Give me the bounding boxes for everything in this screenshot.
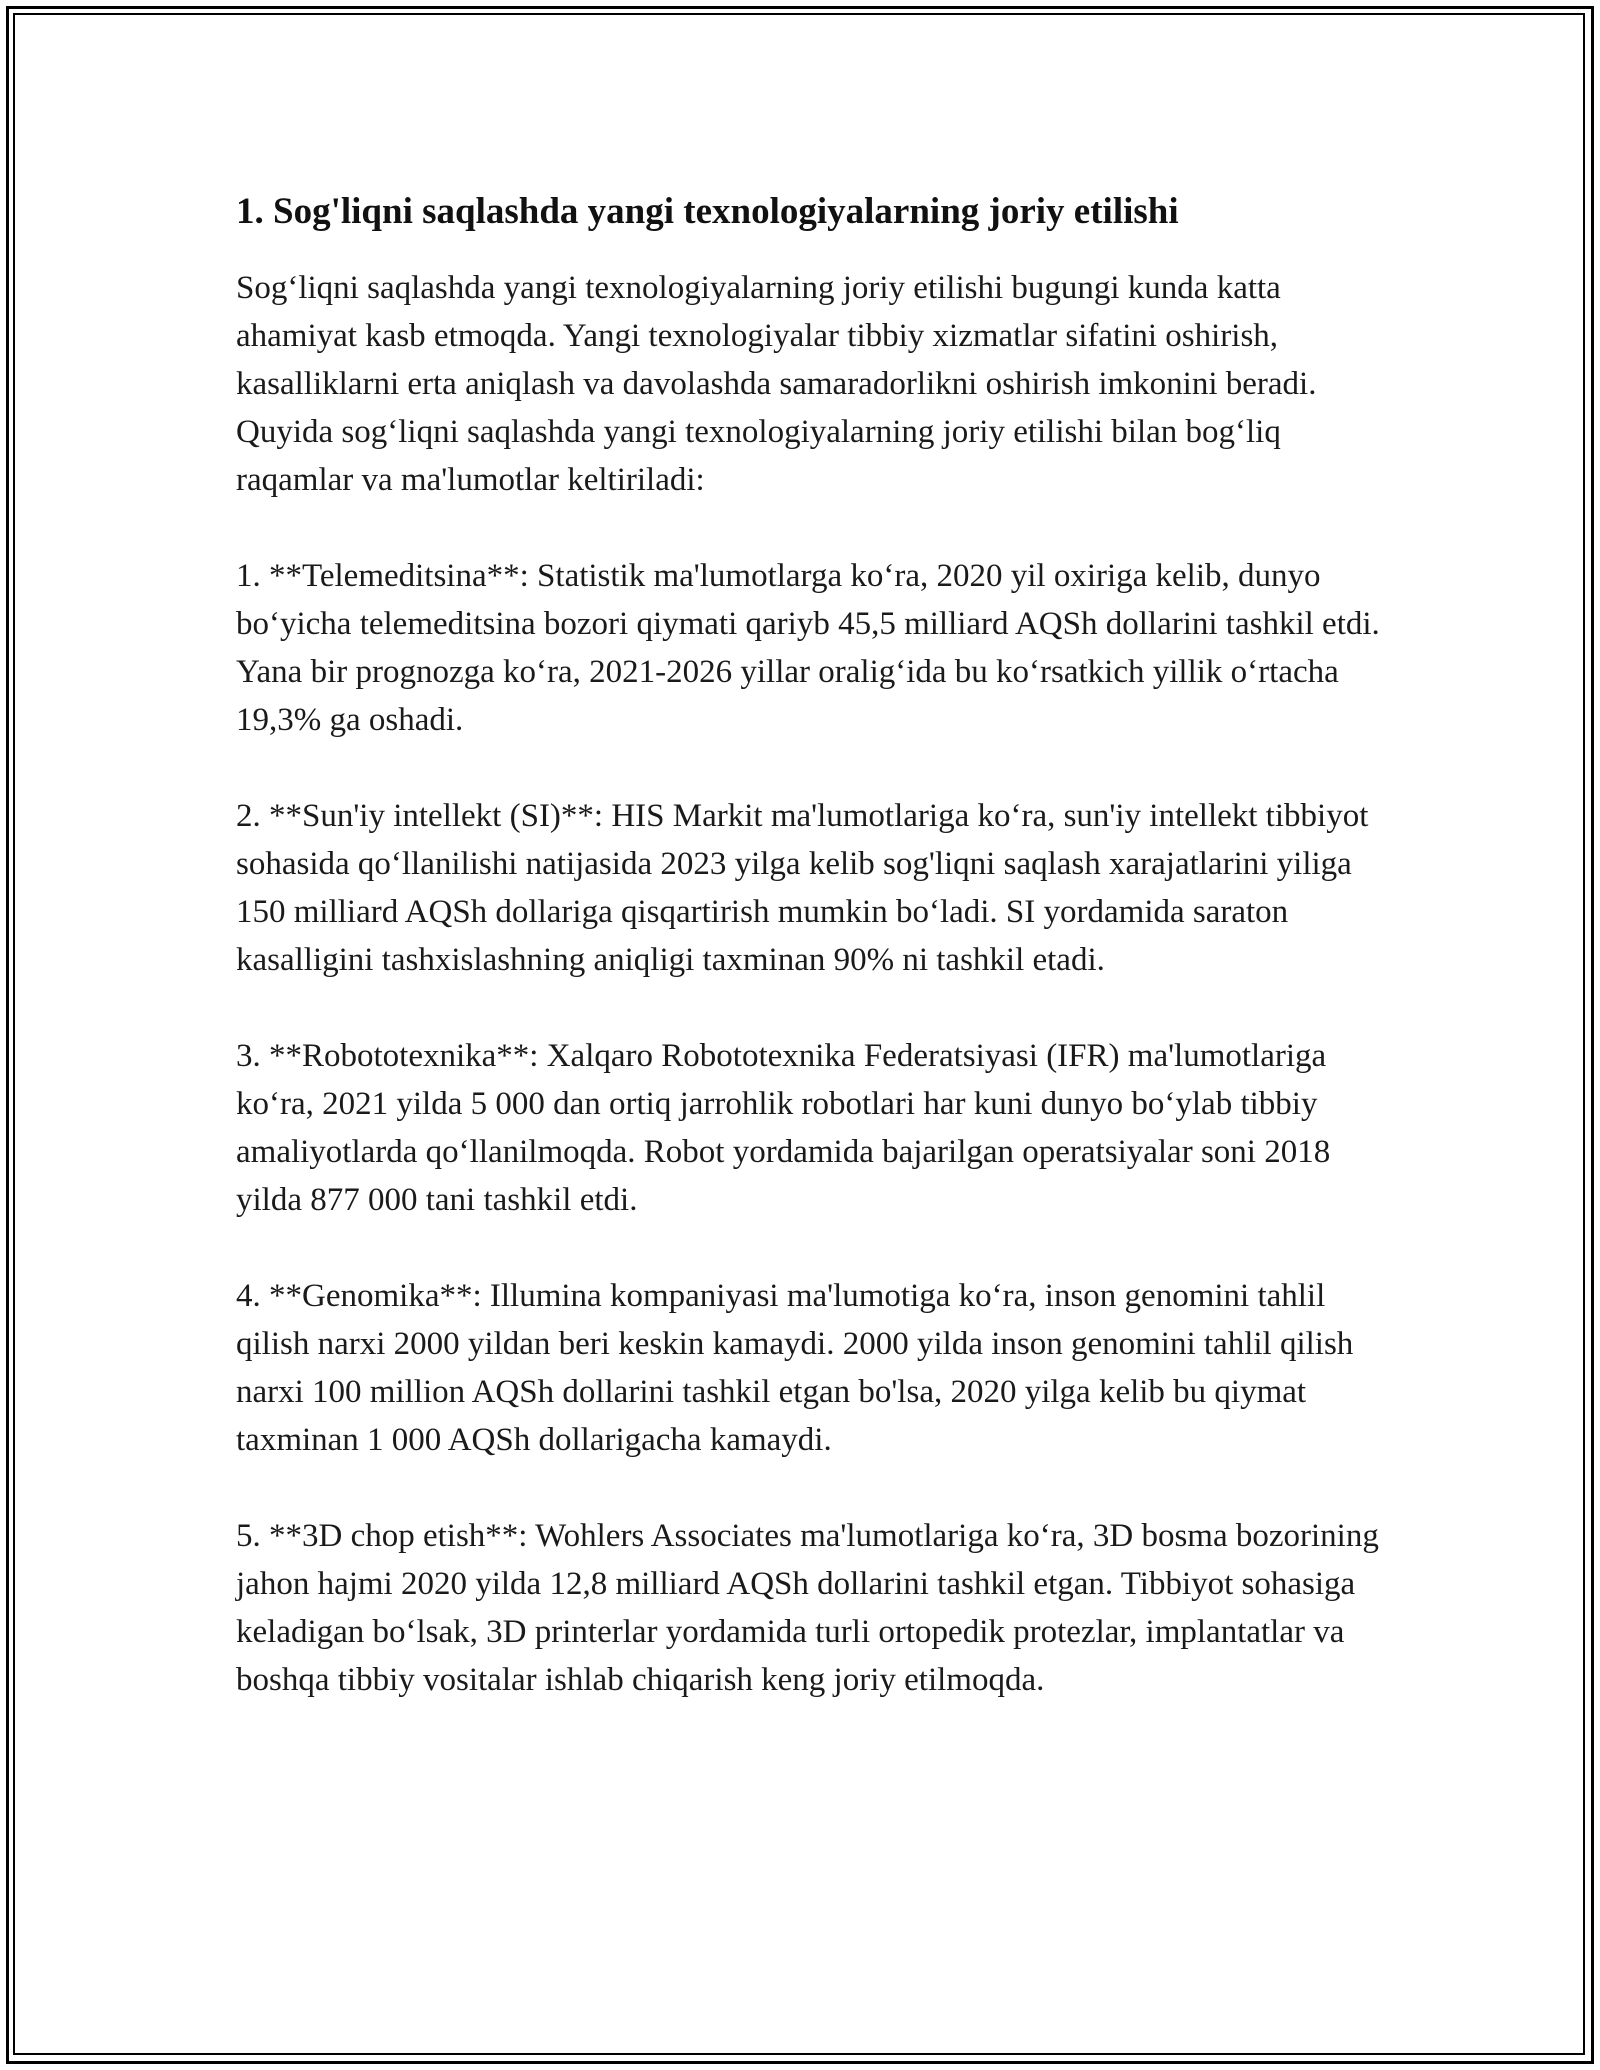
- list-item-robotics: 3. **Robototexnika**: Xalqaro Robototexnika Federatsiyasi (IFR) ma'lumotlariga ko‘ra, 2021 yilda 5 000 dan ortiq jarrohlik robotlari har kuni dunyo bo‘ylab tibbiy amaliyotlarda qo‘llanilmoqda. Robot yordamida bajarilgan operatsiyalar soni 2018 yilda 877 000 tani tashkil etdi.: [236, 1038, 1331, 1218]
- intro-paragraph: Sog‘liqni saqlashda yangi texnologiyalarning joriy etilishi bugungi kunda katta ahamiyat kasb etmoqda. Yangi texnologiyalar tibbiy xizmatlar sifatini oshirish, kasalliklarni erta aniqlash va davolashda samaradorlikni oshirish imkonini beradi. Quyida sog‘liqni saqlashda yangi texnologiyalarning joriy etilishi bilan bog‘liq raqamlar va ma'lumotlar keltiriladi:: [236, 270, 1317, 498]
- document-body: [236, 180, 1396, 1752]
- list-item-artificial-intelligence: 2. **Sun'iy intellekt (SI)**: HIS Markit ma'lumotlariga ko‘ra, sun'iy intellekt tibbiyot sohasida qo‘llanilishi natijasida 2023 yilga kelib sog'liqni saqlash xarajatlarini yiliga 150 milliard AQSh dollariga qisqartirish mumkin bo‘ladi. SI yordamida saraton kasalligini tashxislashning aniqligi taxminan 90% ni tashkil etadi.: [236, 798, 1369, 978]
- list-item-3d-printing: 5. **3D chop etish**: Wohlers Associates ma'lumotlariga ko‘ra, 3D bosma bozorining jahon hajmi 2020 yilda 12,8 milliard AQSh dollarini tashkil etgan. Tibbiyot sohasiga keladigan bo‘lsak, 3D printerlar yordamida turli ortopedik protezlar, implantatlar va boshqa tibbiy vositalar ishlab chiqarish keng joriy etilmoqda.: [236, 1518, 1379, 1698]
- list-item-telemedicine: 1. **Telemeditsina**: Statistik ma'lumotlarga ko‘ra, 2020 yil oxiriga kelib, dunyo bo‘yicha telemeditsina bozori qiymati qariyb 45,5 milliard AQSh dollarini tashkil etdi. Yana bir prognozga ko‘ra, 2021-2026 yillar oralig‘ida bu ko‘rsatkich yillik o‘rtacha 19,3% ga oshadi.: [236, 558, 1380, 738]
- page-title: 1. Sog'liqni saqlashda yangi texnologiyalarning joriy etilishi: [236, 191, 1179, 232]
- list-item-genomics: 4. **Genomika**: Illumina kompaniyasi ma'lumotiga ko‘ra, inson genomini tahlil qilish narxi 2000 yildan beri keskin kamaydi. 2000 yilda inson genomini tahlil qilish narxi 100 million AQSh dollarini tashkil etgan bo'lsa, 2020 yilga kelib bu qiymat taxminan 1 000 AQSh dollarigacha kamaydi.: [236, 1278, 1354, 1458]
